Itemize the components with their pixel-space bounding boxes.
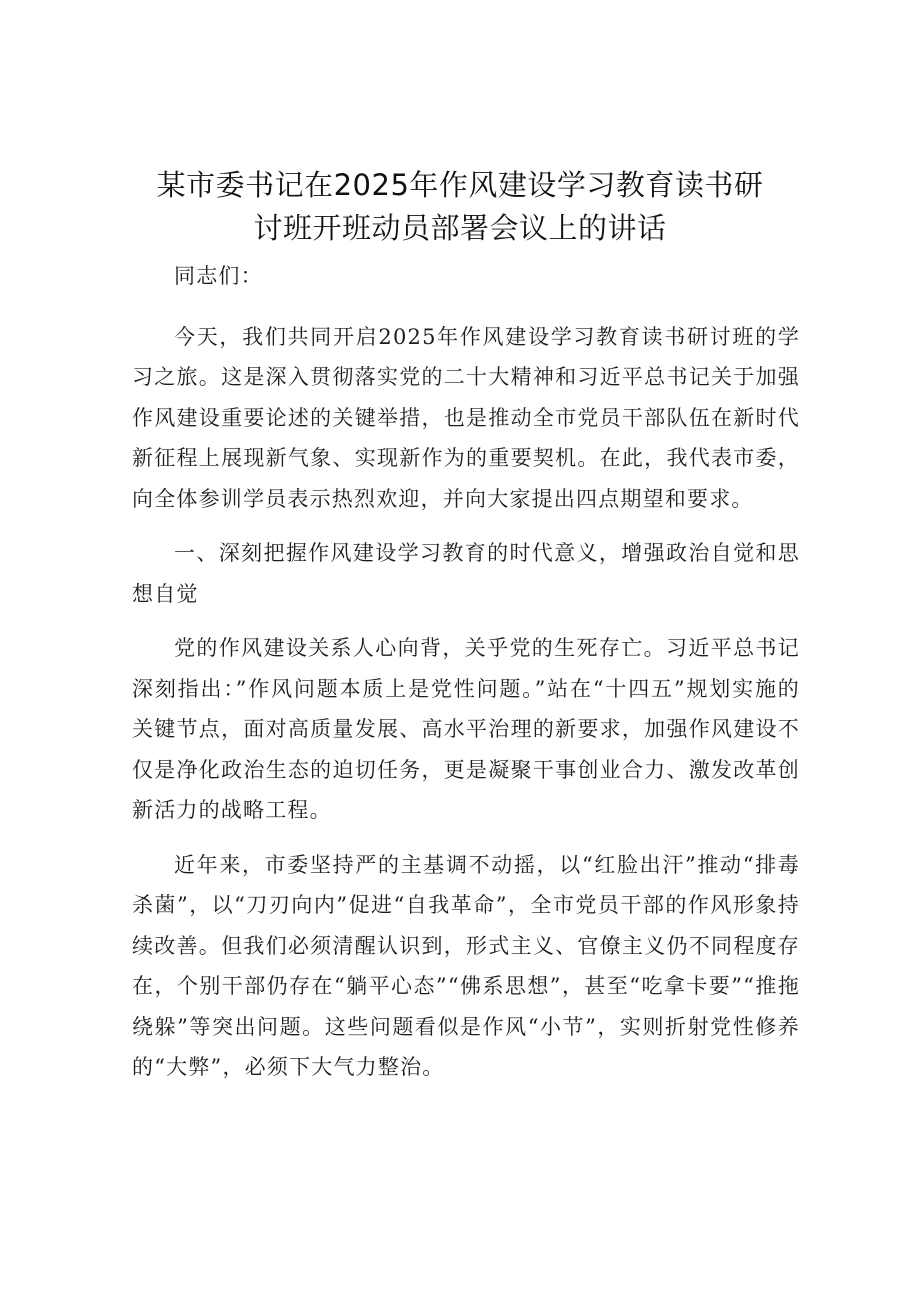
paragraph-intro: 今天，我们共同开启2025年作风建设学习教育读书研讨班的学习之旅。这是深入贯彻落实党的二十大精神和习近平总书记关于加强作风建设重要论述的关键举措，也是推动全市党员干部队伍在新时代新征程上展现新气象、实现新作为的重要契机。在此，我代表市委，向全体参训学员表示热烈欢迎，并向大家提出四点期望和要求。 <box>132 324 800 511</box>
paragraph-section-1-a: 党的作风建设关系人心向背，关乎党的生死存亡。习近平总书记深刻指出：”作风问题本质上是党性问题。”站在“十四五”规划实施的关键节点，面对高质量发展、高水平治理的新要求，加强作风建设不仅是净化政治生态的迫切任务，更是凝聚干事创业合力、激发改革创新活力的战略工程。 <box>132 636 800 822</box>
document-body <box>132 256 800 1102</box>
salutation: 同志们： <box>174 264 263 288</box>
title-line-1: 某市委书记在2025年作风建设学习教育读书研 <box>156 168 764 202</box>
section-heading-1: 一、深刻把握作风建设学习教育的时代意义，增强政治自觉和思想自觉 <box>132 541 800 606</box>
document-title <box>120 164 800 250</box>
title-line-2: 讨班开班动员部署会议上的讲话 <box>253 211 667 245</box>
paragraph-section-1-b: 近年来，市委坚持严的主基调不动摇，以“红脸出汗”推动“排毒杀菌”，以“刀刃向内”促进“自我革命”，全市党员干部的作风形象持续改善。但我们必须清醒认识到，形式主义、官僚主义仍不同程度存在，个别干部仍存在“躺平心态”“佛系思想”，甚至“吃拿卡要”“推拖绕躲”等突出问题。这些问题看似是作风“小节”，实则折射党性修养的“大弊”，必须下大气力整治。 <box>132 852 800 1079</box>
